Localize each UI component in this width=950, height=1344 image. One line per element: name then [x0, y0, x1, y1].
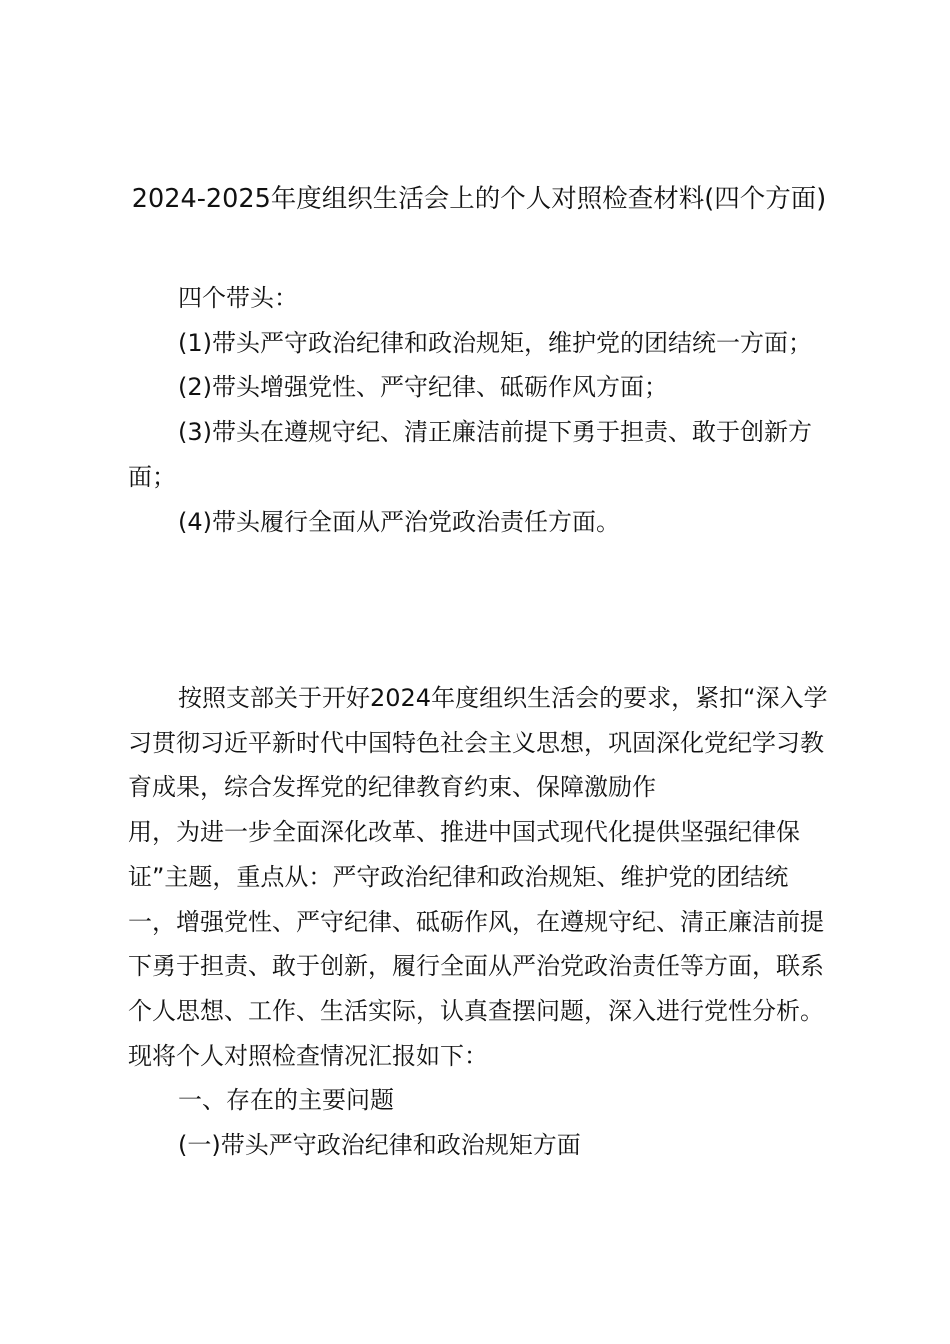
subsection-heading: (一)带头严守政治纪律和政治规矩方面: [178, 1131, 581, 1160]
list-item-4: (4)带头履行全面从严治党政治责任方面。: [178, 507, 620, 536]
report-body: [128, 676, 830, 1168]
list-item-2: (2)带头增强党性、严守纪律、砥砺作风方面；: [178, 373, 668, 402]
four-leads-section: [128, 276, 830, 544]
body-paragraph-part-2: 用，为进一步全面深化改革、推进中国式现代化提供坚强纪律保证”主题，重点从：严守政治纪律和政治规矩、维护党的团结统一，增强党性、严守纪律、砥砺作风，在遵规守纪、清正廉洁前提下勇于担责、敢于创新，履行全面从严治党政治责任等方面，联系个人思想、工作、生活实际，认真查摆问题，深入进行党性分析。现将个人对照检查情况汇报如下：: [128, 818, 824, 1070]
list-item-3: (3)带头在遵规守纪、清正廉洁前提下勇于担责、敢于创新方面；: [128, 418, 812, 491]
body-paragraph-part-1: 按照支部关于开好2024年度组织生活会的要求，紧扣“深入学习贯彻习近平新时代中国特色社会主义思想，巩固深化党纪学习教育成果，综合发挥党的纪律教育约束、保障激励作: [128, 684, 828, 802]
document-title: 2024-2025年度组织生活会上的个人对照检查材料(四个方面): [131, 184, 827, 214]
intro-label: 四个带头：: [178, 284, 298, 312]
section-heading: 一、存在的主要问题: [178, 1086, 394, 1115]
body-paragraph: [128, 676, 830, 1078]
list-item-1: (1)带头严守政治纪律和政治规矩，维护党的团结统一方面；: [178, 328, 812, 357]
